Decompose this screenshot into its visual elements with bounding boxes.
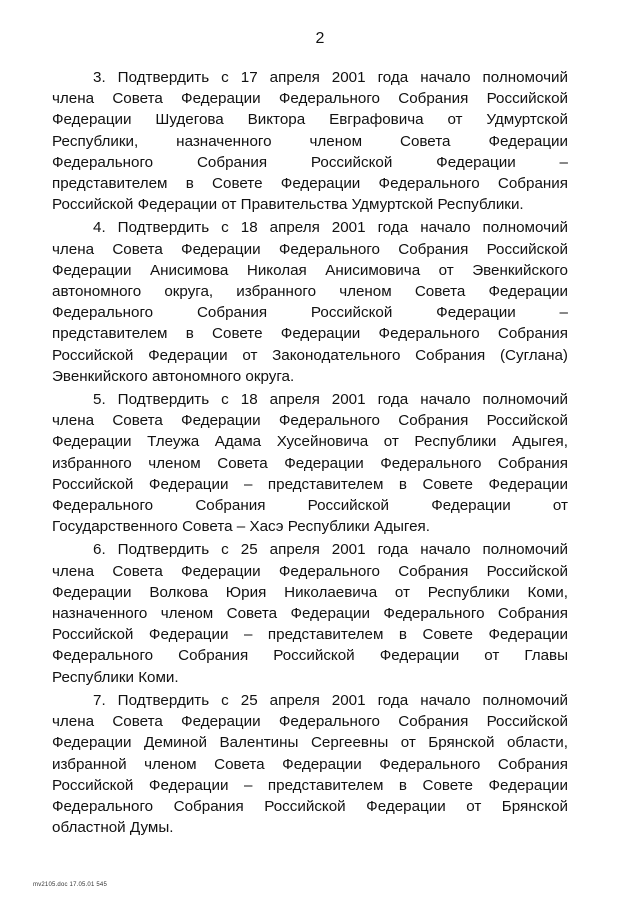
- paragraph-7: [52, 690, 568, 838]
- text-line: Российской Федерации – представителем в Совете Федерации: [52, 475, 568, 493]
- text-line: 5. Подтвердить с 18 апреля 2001 года начало полномочий: [93, 391, 568, 409]
- text-line: Федерального Собрания Российской Федерации –: [52, 304, 568, 322]
- text-line: Федерации Волкова Юрия Николаевича от Республики Коми,: [52, 583, 568, 601]
- text-line: члена Совета Федерации Федерального Собрания Российской: [52, 412, 568, 430]
- text-line: автономного округа, избранного членом Совета Федерации: [52, 283, 568, 301]
- text-line: члена Совета Федерации Федерального Собрания Российской: [52, 713, 568, 731]
- text-line: Федерального Собрания Российской Федерации –: [52, 153, 568, 171]
- text-line: Федерации Деминой Валентины Сергеевны от Брянской области,: [52, 734, 568, 752]
- text-line: избранного членом Совета Федерации Федерального Собрания: [52, 454, 568, 472]
- text-line: 7. Подтвердить с 25 апреля 2001 года начало полномочий: [93, 691, 568, 709]
- text-line: областной Думы.: [52, 819, 174, 837]
- text-line: назначенного членом Совета Федерации Федерального Собрания: [52, 605, 568, 623]
- paragraph-5: [52, 389, 568, 537]
- text-line: Федерации Шудегова Виктора Евграфовича от Удмуртской: [52, 111, 568, 129]
- text-line: Российской Федерации – представителем в Совете Федерации: [52, 776, 568, 794]
- text-line: Федерации Тлеужа Адама Хусейновича от Республики Адыгея,: [52, 433, 568, 451]
- text-line: члена Совета Федерации Федерального Собрания Российской: [52, 240, 568, 258]
- document-body: [52, 67, 568, 840]
- text-line: Российской Федерации от Законодательного Собрания (Суглана): [52, 346, 568, 364]
- text-line: представителем в Совете Федерации Федерального Собрания: [52, 175, 568, 193]
- text-line: Российской Федерации – представителем в Совете Федерации: [52, 626, 568, 644]
- text-line: Республики Коми.: [52, 668, 179, 686]
- paragraph-3: [52, 67, 568, 215]
- page-number: 2: [315, 30, 325, 47]
- text-line: избранной членом Совета Федерации Федерального Собрания: [52, 755, 568, 773]
- paragraph-6: [52, 539, 568, 687]
- text-line: члена Совета Федерации Федерального Собрания Российской: [52, 90, 568, 108]
- text-line: Федерации Анисимова Николая Анисимовича от Эвенкийского: [52, 261, 568, 279]
- text-line: Республики, назначенного членом Совета Федерации: [52, 132, 568, 150]
- text-line: члена Совета Федерации Федерального Собрания Российской: [52, 562, 568, 580]
- file-reference-footer: mv2105.doc 17.05.01 545: [33, 882, 107, 888]
- text-line: Федерального Собрания Российской Федерации от Главы: [52, 647, 568, 665]
- text-line: представителем в Совете Федерации Федерального Собрания: [52, 325, 568, 343]
- text-line: 6. Подтвердить с 25 апреля 2001 года начало полномочий: [93, 541, 568, 559]
- text-line: Эвенкийского автономного округа.: [52, 367, 295, 385]
- text-line: Государственного Совета – Хасэ Республики Адыгея.: [52, 518, 430, 536]
- text-line: 4. Подтвердить с 18 апреля 2001 года начало полномочий: [93, 219, 568, 237]
- text-line: 3. Подтвердить с 17 апреля 2001 года начало полномочий: [93, 69, 568, 86]
- paragraph-4: [52, 217, 568, 387]
- text-line: Федерального Собрания Российской Федерации от: [52, 497, 568, 515]
- text-line: Российской Федерации от Правительства Удмуртской Республики.: [52, 196, 524, 214]
- text-line: Федерального Собрания Российской Федерации от Брянской: [52, 797, 568, 815]
